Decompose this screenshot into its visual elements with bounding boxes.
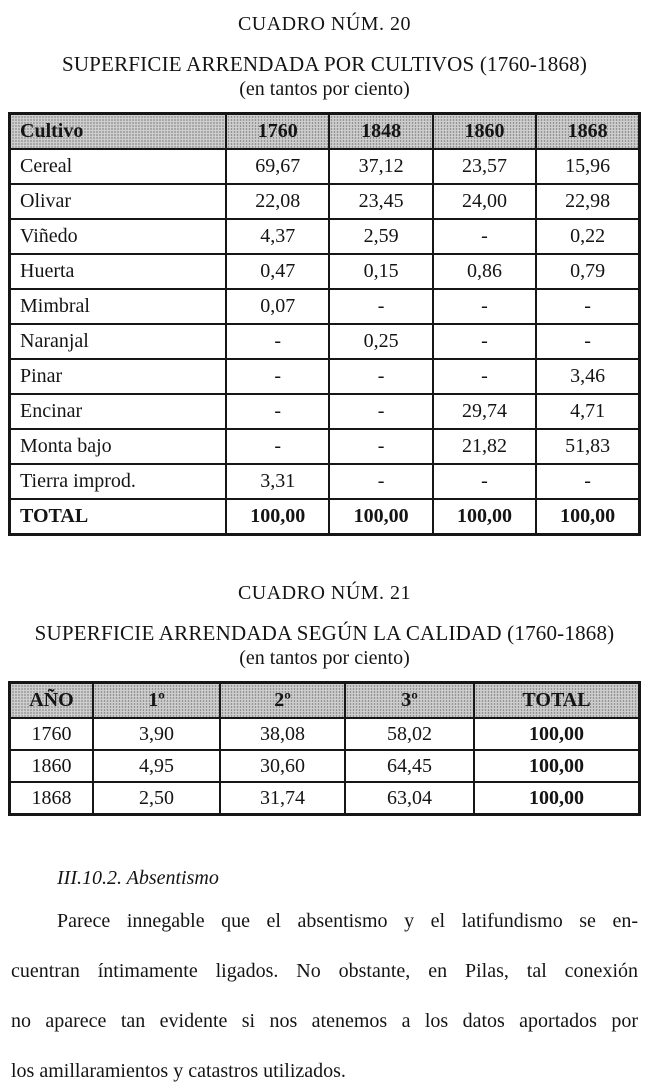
cell: 0,79	[536, 254, 639, 289]
paragraph-line: no aparece tan evidente si nos atenemos a los datos aportados por	[11, 1010, 638, 1032]
cell: 24,00	[433, 184, 536, 219]
cell: 38,08	[220, 718, 345, 750]
table1-title: SUPERFICIE ARRENDADA POR CULTIVOS (1760-1868)	[61, 52, 588, 76]
body-paragraph	[11, 909, 638, 1084]
row-label: 1760	[10, 718, 94, 750]
row-label: 1868	[10, 782, 94, 815]
table-row	[10, 750, 640, 782]
paragraph-line: Parece innegable que el absentismo y el latifundismo se en-	[57, 910, 638, 932]
cell: 23,57	[433, 149, 536, 184]
row-label: Pinar	[10, 359, 227, 394]
cell: 100,00	[536, 499, 639, 535]
cell: -	[329, 359, 432, 394]
cell: 100,00	[329, 499, 432, 535]
cell: 2,59	[329, 219, 432, 254]
cell: 37,12	[329, 149, 432, 184]
cell: 51,83	[536, 429, 639, 464]
cell: 3,46	[536, 359, 639, 394]
cell: 22,08	[226, 184, 329, 219]
header-row	[10, 114, 640, 150]
column-header: 1º	[93, 683, 220, 719]
cell: 23,45	[329, 184, 432, 219]
table-row	[10, 429, 640, 464]
cell: 2,50	[93, 782, 220, 815]
table-row	[10, 782, 640, 815]
cell: 0,47	[226, 254, 329, 289]
row-label: TOTAL	[10, 499, 227, 535]
table1-caption: CUADRO NÚM. 20	[237, 13, 412, 35]
table-row	[10, 394, 640, 429]
calidad-table-head	[10, 683, 640, 719]
cell: 0,22	[536, 219, 639, 254]
column-header: Cultivo	[10, 114, 227, 150]
table-row	[10, 219, 640, 254]
cell: 0,15	[329, 254, 432, 289]
cell: -	[433, 359, 536, 394]
table-row	[10, 149, 640, 184]
section-heading: III.10.2. Absentismo	[57, 867, 219, 889]
calidad-table-body	[10, 718, 640, 815]
column-header: 1760	[226, 114, 329, 150]
column-header: 2º	[220, 683, 345, 719]
row-label: Olivar	[10, 184, 227, 219]
cell: 3,31	[226, 464, 329, 499]
cell: 69,67	[226, 149, 329, 184]
cultivos-table-head	[10, 114, 640, 150]
cell: -	[433, 289, 536, 324]
cell: 0,25	[329, 324, 432, 359]
cell: 100,00	[226, 499, 329, 535]
row-label: Monta bajo	[10, 429, 227, 464]
table-row	[10, 254, 640, 289]
cell: 100,00	[474, 782, 640, 815]
header-row	[10, 683, 640, 719]
row-label: 1860	[10, 750, 94, 782]
table1-unit-note: (en tantos por ciento)	[239, 78, 410, 100]
table-row	[10, 289, 640, 324]
column-header: 1860	[433, 114, 536, 150]
column-header: 1868	[536, 114, 639, 150]
cell: 21,82	[433, 429, 536, 464]
cell: -	[329, 289, 432, 324]
row-label: Tierra improd.	[10, 464, 227, 499]
cell: -	[226, 324, 329, 359]
cell: 100,00	[474, 718, 640, 750]
cell: 64,45	[345, 750, 474, 782]
cell: 4,71	[536, 394, 639, 429]
cell: 3,90	[93, 718, 220, 750]
cell: 4,95	[93, 750, 220, 782]
cell: -	[329, 394, 432, 429]
table-row	[10, 464, 640, 499]
table2-title: SUPERFICIE ARRENDADA SEGÚN LA CALIDAD (1760-1868)	[34, 621, 615, 645]
table2-caption: CUADRO NÚM. 21	[237, 582, 412, 604]
cell: -	[226, 429, 329, 464]
cell: 30,60	[220, 750, 345, 782]
row-label: Naranjal	[10, 324, 227, 359]
table-row	[10, 324, 640, 359]
cell: -	[329, 464, 432, 499]
cell: -	[226, 394, 329, 429]
column-header: AÑO	[10, 683, 94, 719]
cell: 22,98	[536, 184, 639, 219]
cell: 0,86	[433, 254, 536, 289]
cell: -	[226, 359, 329, 394]
paragraph-line: los amillaramientos y catastros utilizados.	[11, 1060, 346, 1082]
row-label: Cereal	[10, 149, 227, 184]
cell: -	[329, 429, 432, 464]
table-row	[10, 184, 640, 219]
column-header: 1848	[329, 114, 432, 150]
row-label: Viñedo	[10, 219, 227, 254]
cell: 29,74	[433, 394, 536, 429]
table-row	[10, 718, 640, 750]
column-header: 3º	[345, 683, 474, 719]
cell: 15,96	[536, 149, 639, 184]
row-label: Mimbral	[10, 289, 227, 324]
cell: -	[536, 324, 639, 359]
table-row	[10, 499, 640, 535]
cell: -	[433, 324, 536, 359]
cell: -	[536, 464, 639, 499]
cell: -	[433, 464, 536, 499]
cultivos-table	[8, 112, 641, 536]
row-label: Encinar	[10, 394, 227, 429]
document-page	[0, 12, 649, 1082]
table-row	[10, 359, 640, 394]
cell: 4,37	[226, 219, 329, 254]
cell: 58,02	[345, 718, 474, 750]
calidad-table	[8, 681, 641, 816]
cell: -	[433, 219, 536, 254]
row-label: Huerta	[10, 254, 227, 289]
cell: 0,07	[226, 289, 329, 324]
cell: 31,74	[220, 782, 345, 815]
cultivos-table-body	[10, 149, 640, 535]
cell: 100,00	[433, 499, 536, 535]
cell: 100,00	[474, 750, 640, 782]
cell: 63,04	[345, 782, 474, 815]
table2-unit-note: (en tantos por ciento)	[239, 647, 410, 669]
column-header: TOTAL	[474, 683, 640, 719]
cell: -	[536, 289, 639, 324]
paragraph-line: cuentran íntimamente ligados. No obstante, en Pilas, tal conexión	[11, 960, 638, 982]
